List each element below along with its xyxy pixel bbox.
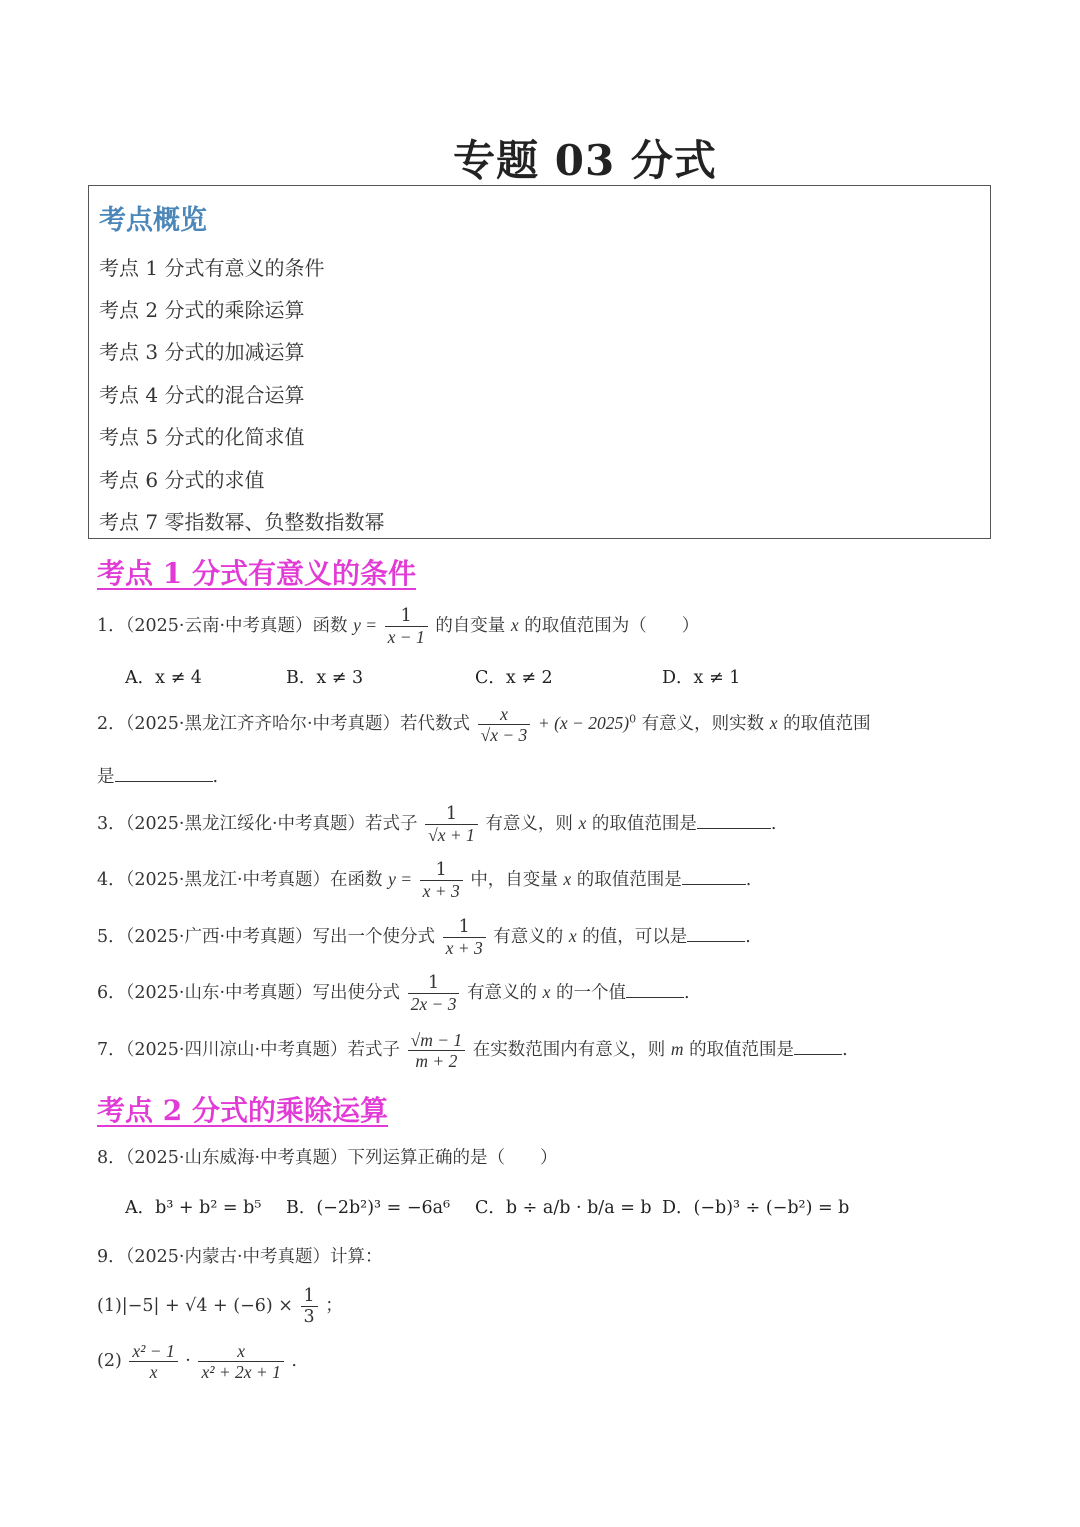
question-4 <box>97 860 751 901</box>
q9-p2-fraction-1 <box>129 1341 177 1382</box>
overview-item: 考点 7 零指数幂、负整数指数幂 <box>99 510 385 534</box>
q9-p1-den: 3 <box>303 1307 315 1328</box>
q9-p2-num2: x <box>198 1341 283 1362</box>
q3-num: 1 <box>425 804 478 825</box>
q1-num: 1 <box>385 606 428 627</box>
q2-line2: 是 <box>97 767 115 787</box>
q9-p1-prefix: (1)|−5| + √4 + (−6) × <box>97 1296 293 1317</box>
q4-var: x <box>563 869 572 890</box>
overview-heading: 考点概览 <box>99 205 207 236</box>
q1-prefix: 1．（2025·云南·中考真题）函数 <box>97 616 348 637</box>
q7-den: m + 2 <box>415 1051 458 1072</box>
q2-num: x <box>478 704 531 725</box>
q2-var: x <box>769 713 778 734</box>
q9-p2-num1: x² − 1 <box>129 1341 177 1362</box>
question-7 <box>97 1030 848 1071</box>
q3-den: √x + 1 <box>428 825 475 846</box>
q1-fraction <box>385 606 428 647</box>
q1-suffix: 的自变量 <box>435 616 506 637</box>
q1-suffix2: 的取值范围为（ ） <box>524 616 700 637</box>
q6-var: x <box>542 982 551 1003</box>
overview-box <box>88 185 991 539</box>
q6-suffix: 有意义的 <box>467 983 538 1004</box>
q5-suffix: 有意义的 <box>493 927 564 948</box>
q9-p2-fraction-2 <box>198 1341 283 1382</box>
q7-prefix: 7．（2025·四川凉山·中考真题）若式子 <box>97 1040 401 1061</box>
q3-fraction <box>425 804 478 845</box>
q4-answer-blank[interactable] <box>682 870 746 885</box>
q2-exp: 0 <box>629 712 637 726</box>
q5-answer-blank[interactable] <box>687 927 745 942</box>
q3-answer-blank[interactable] <box>697 814 771 829</box>
q1-options <box>0 664 1080 690</box>
page-title: 专题 03 分式 <box>453 136 717 185</box>
question-6 <box>97 973 690 1014</box>
q7-answer-blank[interactable] <box>794 1040 842 1055</box>
q5-end: . <box>745 927 751 948</box>
q9-p2-den1: x <box>149 1362 158 1383</box>
q6-end: . <box>683 983 690 1004</box>
overview-item: 考点 5 分式的化简求值 <box>99 425 305 449</box>
q7-num: √m − 1 <box>408 1030 466 1051</box>
q8-option-c[interactable]: C．b ÷ a/b · b/a = b <box>475 1198 652 1218</box>
q2-answer-blank[interactable] <box>115 767 213 782</box>
q1-option-b[interactable]: B．x ≠ 3 <box>286 668 364 688</box>
q6-num: 1 <box>408 973 460 994</box>
q5-var: x <box>568 926 577 947</box>
q3-suffix2: 的取值范围是 <box>591 814 697 835</box>
q2-end: . <box>212 767 219 787</box>
q2-suffix: 有意义，则实数 <box>641 714 765 735</box>
q4-fraction <box>420 860 463 901</box>
question-5 <box>97 917 751 958</box>
q1-option-d[interactable]: D．x ≠ 1 <box>662 668 741 688</box>
q4-suffix2: 的取值范围是 <box>576 870 682 891</box>
q1-var: x <box>510 615 519 636</box>
q9-part-2 <box>97 1341 297 1382</box>
q4-eq: y = <box>388 869 413 890</box>
q3-prefix: 3．（2025·黑龙江绥化·中考真题）若式子 <box>97 814 418 835</box>
q9-part-1 <box>97 1286 343 1327</box>
q1-option-a[interactable]: A．x ≠ 4 <box>125 668 202 688</box>
q7-fraction <box>408 1030 466 1071</box>
q4-suffix: 中，自变量 <box>470 870 558 891</box>
q9-p1-fraction <box>301 1286 318 1327</box>
section-heading-2: 考点 2 分式的乘除运算 <box>97 1094 388 1127</box>
q7-end: . <box>842 1040 848 1061</box>
question-1 <box>97 606 699 647</box>
q9-p1-num: 1 <box>301 1286 318 1307</box>
q6-fraction <box>408 973 460 1014</box>
q5-num: 1 <box>443 917 486 938</box>
q7-var: m <box>670 1039 684 1060</box>
q1-option-c[interactable]: C．x ≠ 2 <box>475 668 553 688</box>
q9-p2-den2: x² + 2x + 1 <box>201 1362 281 1383</box>
q7-suffix2: 的取值范围是 <box>689 1040 795 1061</box>
q8-option-b[interactable]: B．(−2b²)³ = −6a⁶ <box>286 1198 451 1218</box>
q5-den: x + 3 <box>445 938 483 959</box>
overview-item: 考点 3 分式的加减运算 <box>99 340 305 364</box>
q2-fraction <box>478 704 531 745</box>
q5-prefix: 5．（2025·广西·中考真题）写出一个使分式 <box>97 927 436 948</box>
q6-prefix: 6．（2025·山东·中考真题）写出使分式 <box>97 983 401 1004</box>
question-2-line2 <box>97 763 218 788</box>
overview-item: 考点 4 分式的混合运算 <box>99 383 305 407</box>
q2-suffix2: 的取值范围 <box>783 714 871 735</box>
q6-suffix2: 的一个值 <box>555 983 626 1004</box>
q2-den: √x − 3 <box>480 725 528 746</box>
q9-p2-end: . <box>291 1351 297 1372</box>
q8-option-d[interactable]: D．(−b)³ ÷ (−b²) = b <box>662 1198 850 1218</box>
question-8: 8．（2025·山东威海·中考真题）下列运算正确的是（ ） <box>97 1148 558 1168</box>
q1-eq: y = <box>353 615 378 636</box>
q3-end: . <box>770 814 777 835</box>
q3-var: x <box>578 813 587 834</box>
q4-num: 1 <box>420 860 463 881</box>
q2-prefix: 2．（2025·黑龙江齐齐哈尔·中考真题）若代数式 <box>97 714 471 735</box>
q8-options <box>0 1194 1080 1224</box>
overview-item: 考点 6 分式的求值 <box>99 468 265 492</box>
q4-prefix: 4．（2025·黑龙江·中考真题）在函数 <box>97 870 383 891</box>
q5-suffix2: 的值，可以是 <box>582 927 688 948</box>
overview-item: 考点 1 分式有意义的条件 <box>99 256 325 280</box>
q5-fraction <box>443 917 486 958</box>
q4-end: . <box>745 870 752 891</box>
q1-den: x − 1 <box>387 627 425 648</box>
q4-den: x + 3 <box>422 881 460 902</box>
section-heading-1: 考点 1 分式有意义的条件 <box>97 557 416 590</box>
question-3 <box>97 804 776 845</box>
overview-item: 考点 2 分式的乘除运算 <box>99 298 305 322</box>
q9-p2-prefix: (2) <box>97 1351 122 1372</box>
q8-option-a[interactable]: A．b³ + b² = b⁵ <box>125 1198 262 1218</box>
q9-p2-dot: · <box>185 1351 191 1372</box>
q7-suffix: 在实数范围内有意义，则 <box>472 1040 666 1061</box>
q9-p1-end: ； <box>325 1296 343 1317</box>
q6-answer-blank[interactable] <box>626 983 684 998</box>
question-9: 9．（2025·内蒙古·中考真题）计算： <box>97 1247 383 1267</box>
q2-mid: + (x − 2025) <box>537 713 630 734</box>
q6-den: 2x − 3 <box>410 994 457 1015</box>
q3-suffix: 有意义，则 <box>485 814 573 835</box>
question-2 <box>97 704 871 745</box>
